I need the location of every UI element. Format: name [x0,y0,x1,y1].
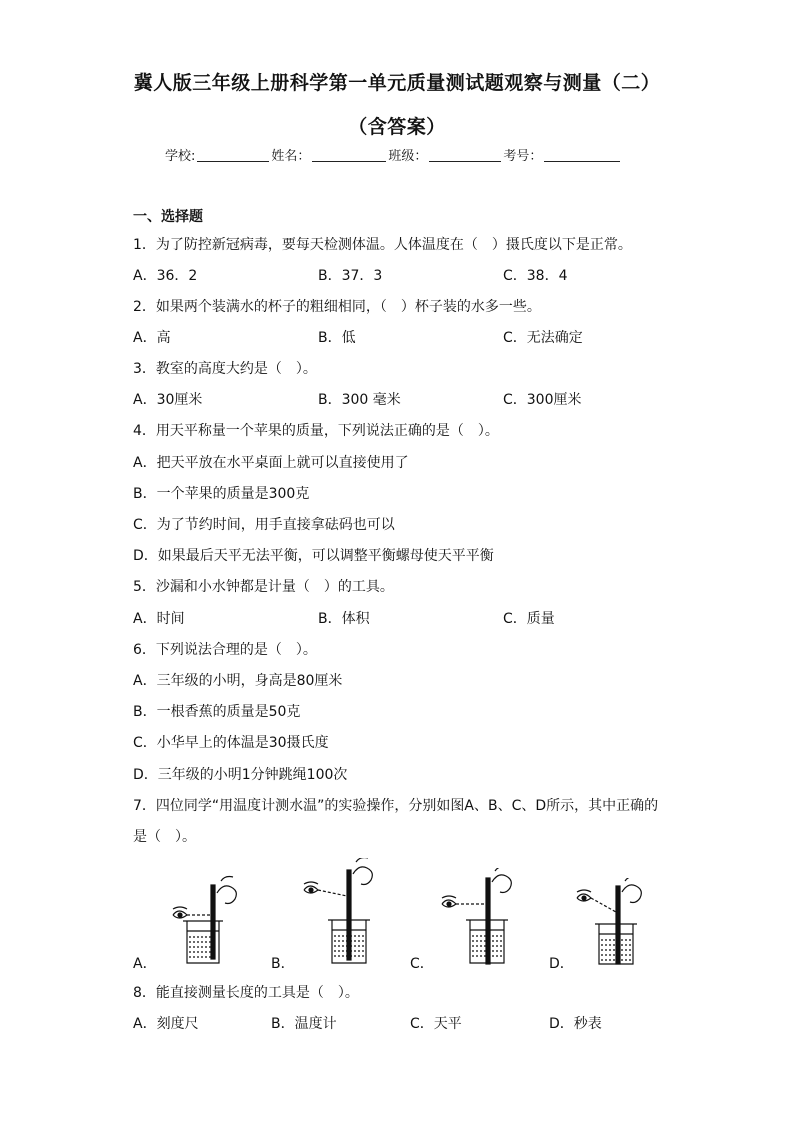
q2-option-b[interactable]: B．低 [318,330,356,346]
title-line-2: （含答案） [348,116,446,138]
figure-a-thermometer-icon [165,875,245,970]
figure-c-thermometer-icon [440,868,520,970]
q5-option-c[interactable]: C．质量 [503,611,555,627]
figure-b-thermometer-icon [300,858,380,970]
q8-option-c[interactable]: C．天平 [410,1016,462,1032]
figure-c-label[interactable]: C． [410,956,434,972]
question-3: 3．教室的高度大约是（ ）。 [133,361,317,377]
q4-option-c[interactable]: C．为了节约时间，用手直接拿砝码也可以 [133,517,395,533]
section-heading: 一、选择题 [133,209,203,225]
q8-option-a[interactable]: A．刻度尺 [133,1016,199,1032]
figure-a-label[interactable]: A． [133,956,157,972]
q8-option-d[interactable]: D．秒表 [549,1016,602,1032]
q6-option-b[interactable]: B．一根香蕉的质量是50克 [133,704,301,720]
q6-option-d[interactable]: D．三年级的小明1分钟跳绳100次 [133,767,348,783]
question-2: 2．如果两个装满水的杯子的粗细相同，（ ）杯子装的水多一些。 [133,299,541,315]
q1-option-a[interactable]: A．36．2 [133,268,198,284]
name-blank[interactable] [312,147,386,162]
q2-option-c[interactable]: C．无法确定 [503,330,583,346]
title-line-1: 冀人版三年级上册科学第一单元质量测试题观察与测量（二） [133,72,661,94]
q5-option-a[interactable]: A．时间 [133,611,185,627]
name-label: 姓名： [271,149,311,164]
q1-option-b[interactable]: B．37．3 [318,268,383,284]
question-8: 8．能直接测量长度的工具是（ ）。 [133,985,359,1001]
figure-d-thermometer-icon [575,878,655,970]
q6-option-a[interactable]: A．三年级的小明，身高是80厘米 [133,673,343,689]
question-5: 5．沙漏和小水钟都是计量（ ）的工具。 [133,579,394,595]
class-label: 班级： [388,149,428,164]
exam-no-blank[interactable] [544,147,620,162]
q4-option-b[interactable]: B．一个苹果的质量是300克 [133,486,310,502]
q3-option-b[interactable]: B．300 毫米 [318,392,401,408]
q3-option-a[interactable]: A．30厘米 [133,392,203,408]
q2-option-a[interactable]: A．高 [133,330,171,346]
q4-option-d[interactable]: D．如果最后天平无法平衡，可以调整平衡螺母使天平平衡 [133,548,494,564]
student-info [165,145,622,164]
question-7-cont: 是（ ）。 [133,829,196,845]
question-7: 7．四位同学“用温度计测水温”的实验操作，分别如图A、B、C、D所示，其中正确的 [133,798,659,814]
question-1: 1．为了防控新冠病毒，要每天检测体温。人体温度在（ ）摄氏度以下是正常。 [133,237,632,253]
school-label: 学校: [165,149,196,164]
q5-option-b[interactable]: B．体积 [318,611,370,627]
figure-b-label[interactable]: B． [271,956,295,972]
q4-option-a[interactable]: A．把天平放在水平桌面上就可以直接使用了 [133,455,409,471]
exam-no-label: 考号： [503,149,543,164]
q1-option-c[interactable]: C．38．4 [503,268,568,284]
q3-option-c[interactable]: C．300厘米 [503,392,582,408]
figure-d-label[interactable]: D． [549,956,574,972]
question-6: 6．下列说法合理的是（ ）。 [133,642,317,658]
question-4: 4．用天平称量一个苹果的质量，下列说法正确的是（ ）。 [133,423,499,439]
class-blank[interactable] [429,147,501,162]
q6-option-c[interactable]: C．小华早上的体温是30摄氏度 [133,735,329,751]
q8-option-b[interactable]: B．温度计 [271,1016,337,1032]
school-blank[interactable] [197,147,269,162]
